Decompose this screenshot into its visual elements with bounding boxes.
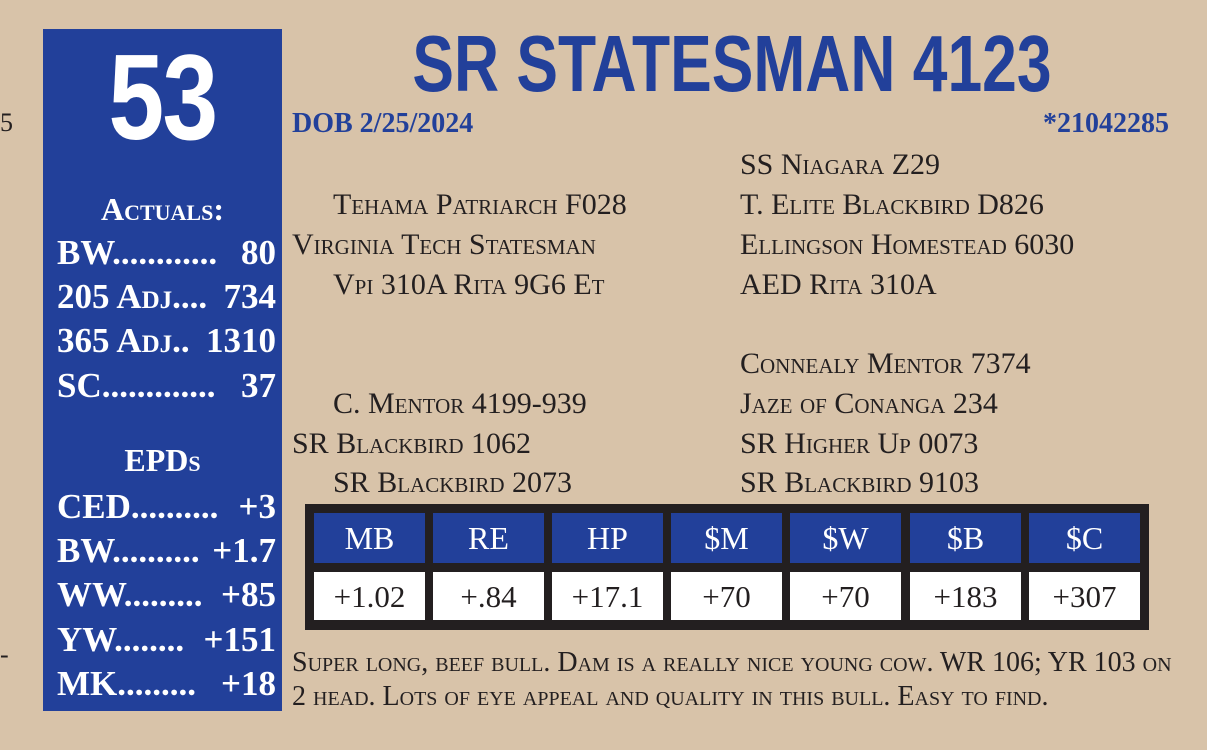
epd-label: BW: [57, 531, 113, 570]
epd-header-mb: MB: [314, 513, 425, 563]
pedigree-ssd: T. Elite Blackbird D826: [740, 188, 1044, 221]
pedigree-dam: SR Blackbird 1062: [292, 427, 532, 460]
epd-ww: [57, 575, 276, 615]
epd-mk: [57, 664, 276, 704]
actual-label: BW: [57, 233, 113, 272]
actuals-heading: Actuals:: [100, 191, 224, 227]
leader-dots: ..: [172, 321, 190, 360]
epd-value-m: +70: [671, 572, 782, 620]
leader-dots: ....: [172, 277, 208, 316]
epd-header-c: $C: [1029, 513, 1140, 563]
pedigree-dam-dam: SR Blackbird 2073: [333, 466, 573, 499]
animal-name: SR STATESMAN 4123: [412, 19, 1052, 108]
actual-value: 80: [241, 233, 276, 272]
epd-header-b: $B: [910, 513, 1021, 563]
epd-header-hp: HP: [552, 513, 663, 563]
description: Super long, beef bull. Dam is a really nice young cow. WR 106; YR 103 on 2 head. Lots of eye appeal and quality in this bull. Easy to find.: [292, 647, 1172, 712]
leader-dots: .............: [101, 366, 216, 405]
epd-label: YW: [57, 620, 115, 659]
pedigree-ddd: SR Blackbird 9103: [740, 466, 980, 499]
pedigree-dsd: Jaze of Conanga 234: [740, 387, 998, 420]
actual-205-adj: [57, 277, 276, 317]
epd-value: +18: [221, 664, 276, 703]
epds-heading: EPDs: [124, 442, 201, 478]
edge-mark-bottom: -: [0, 640, 9, 669]
actual-value: 734: [223, 277, 276, 316]
pedigree-sire: Virginia Tech Statesman: [292, 228, 596, 261]
epd-header-re: RE: [433, 513, 544, 563]
leader-dots: ..........: [112, 531, 200, 570]
epd-bw: [57, 531, 276, 571]
date-of-birth: DOB 2/25/2024: [292, 108, 474, 139]
edge-mark-top: 5: [0, 108, 13, 137]
epd-value: +85: [221, 575, 276, 614]
leader-dots: ........: [114, 620, 185, 659]
leader-dots: .........: [123, 575, 203, 614]
pedigree-sire-sire: Tehama Patriarch F028: [333, 188, 627, 221]
actual-label: 205 Adj: [57, 277, 173, 316]
epd-label: CED: [57, 487, 131, 526]
epd-label: MK: [57, 664, 118, 703]
leader-dots: .........: [117, 664, 197, 703]
epd-value-hp: +17.1: [552, 572, 663, 620]
pedigree-sdd: AED Rita 310A: [740, 268, 937, 301]
epd-value: +1.7: [212, 531, 276, 570]
epd-label: WW: [57, 575, 124, 614]
pedigree-dam-sire: C. Mentor 4199-939: [333, 387, 587, 420]
epd-value-mb: +1.02: [314, 572, 425, 620]
epd-value: +151: [203, 620, 276, 659]
epd-table: [305, 504, 1149, 630]
epd-yw: [57, 620, 276, 660]
pedigree-sss: SS Niagara Z29: [740, 148, 941, 181]
actual-value: 1310: [206, 321, 276, 360]
epd-header-m: $M: [671, 513, 782, 563]
epd-value-re: +.84: [433, 572, 544, 620]
epd-header-w: $W: [790, 513, 901, 563]
actual-label: 365 Adj: [57, 321, 173, 360]
epd-ced: [57, 487, 276, 527]
actual-sc: [57, 366, 276, 406]
leader-dots: ............: [112, 233, 218, 272]
pedigree-dds: SR Higher Up 0073: [740, 427, 979, 460]
epd-value-c: +307: [1029, 572, 1140, 620]
epd-value-b: +183: [910, 572, 1021, 620]
actual-value: 37: [241, 366, 276, 405]
epd-value-w: +70: [790, 572, 901, 620]
lot-number: 53: [108, 29, 217, 165]
pedigree-dss: Connealy Mentor 7374: [740, 347, 1031, 380]
pedigree-sds: Ellingson Homestead 6030: [740, 228, 1075, 261]
leader-dots: ..........: [130, 487, 219, 526]
registration-number: *21042285: [1043, 108, 1169, 139]
actual-label: SC: [57, 366, 102, 405]
performance-panel: [43, 29, 282, 711]
actual-365-adj: [57, 321, 276, 361]
epd-value: +3: [238, 487, 276, 526]
pedigree-sire-dam: Vpi 310A Rita 9G6 Et: [333, 268, 605, 301]
actual-bw: [57, 233, 276, 273]
